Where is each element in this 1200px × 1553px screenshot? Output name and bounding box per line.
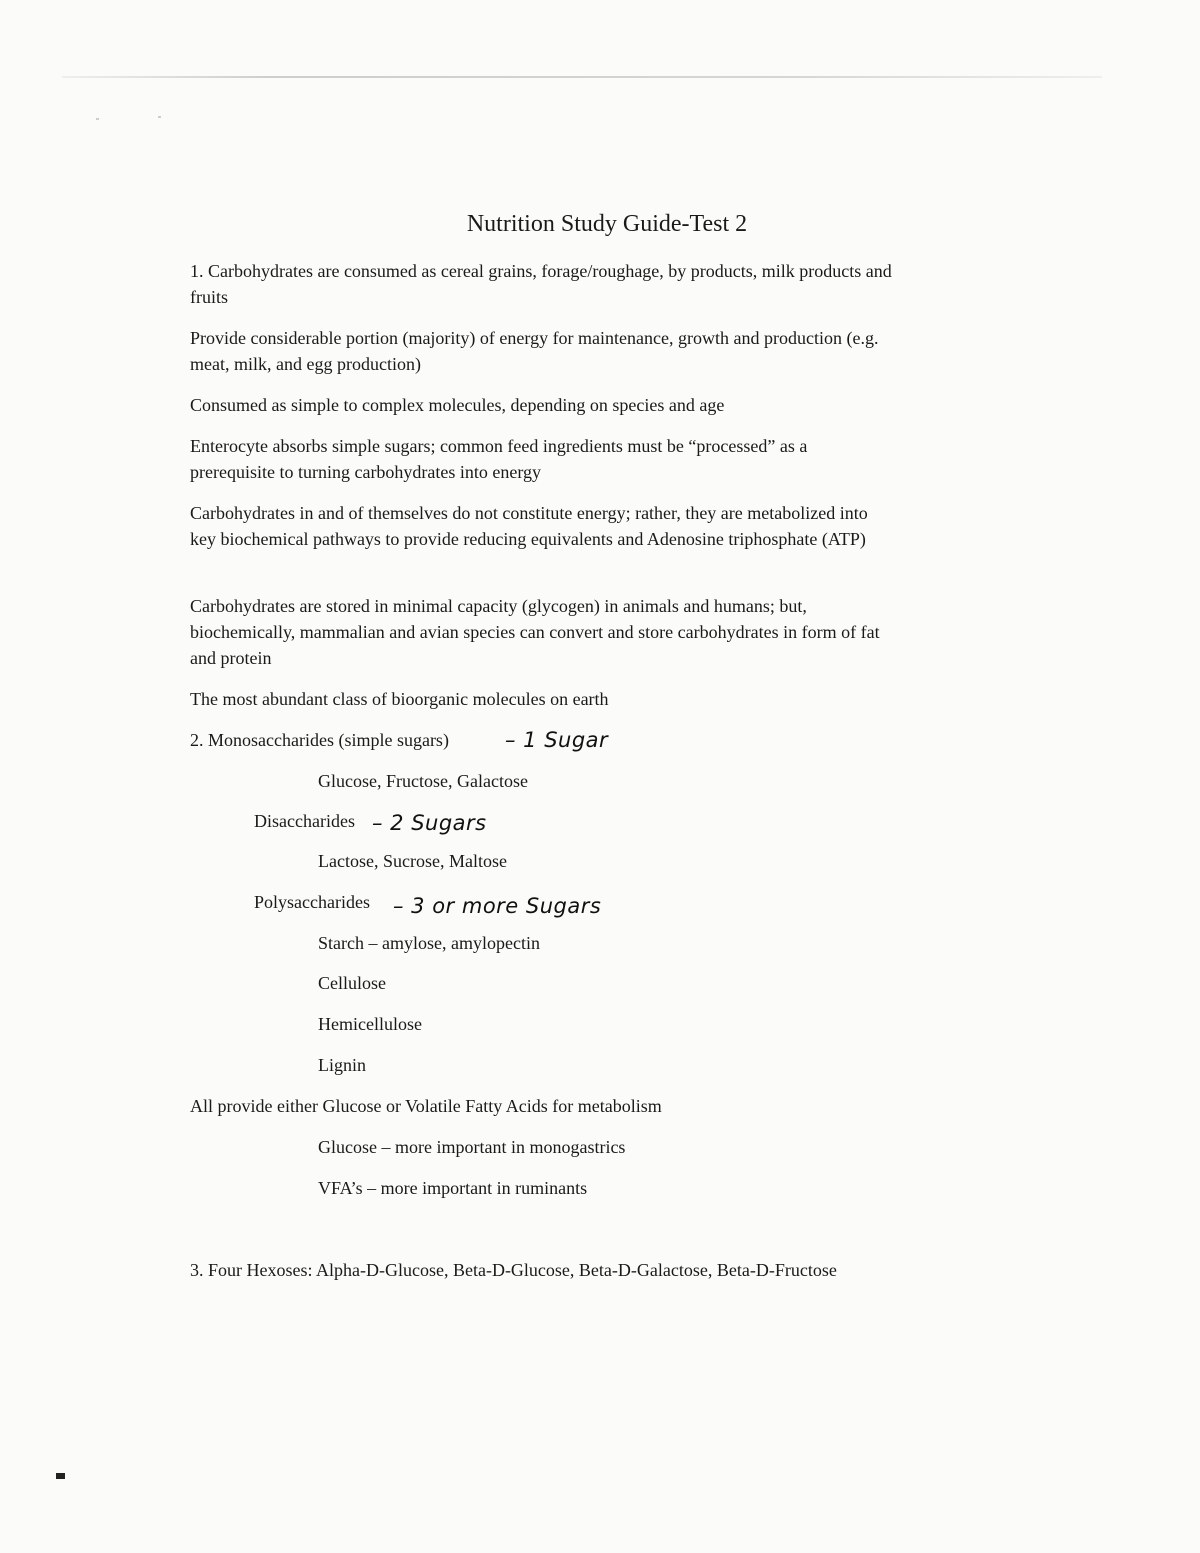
polysaccharides-label: Polysaccharides <box>254 892 370 912</box>
paragraph-line: meat, milk, and egg production) <box>190 354 421 374</box>
paragraph-line: Provide considerable portion (majority) of energy for maintenance, growth and production (e.g. <box>190 328 879 348</box>
list-item: Starch – amylose, amylopectin <box>318 933 540 953</box>
list-item: Cellulose <box>318 973 386 993</box>
paragraph-line: biochemically, mammalian and avian species can convert and store carbohydrates in form of fat <box>190 622 880 642</box>
handwritten-note: – 1 Sugar <box>505 728 609 752</box>
paragraph-line: 3. Four Hexoses: Alpha-D-Glucose, Beta-D-Glucose, Beta-D-Galactose, Beta-D-Fructose <box>190 1260 837 1280</box>
page-title: Nutrition Study Guide-Test 2 <box>466 211 748 237</box>
list-item: Lactose, Sucrose, Maltose <box>318 851 507 871</box>
paragraph-line: Carbohydrates in and of themselves do not constitute energy; rather, they are metabolized into <box>190 503 868 523</box>
scan-edge-line <box>62 76 1102 78</box>
handwritten-note: – 2 Sugars <box>372 811 487 835</box>
monosaccharides-label: 2. Monosaccharides (simple sugars) <box>190 730 449 750</box>
handwritten-note: – 3 or more Sugars <box>393 894 602 918</box>
paragraph-line: key biochemical pathways to provide reducing equivalents and Adenosine triphosphate (ATP) <box>190 529 866 549</box>
paragraph-line: All provide either Glucose or Volatile Fatty Acids for metabolism <box>190 1096 662 1116</box>
paragraph-line: Enterocyte absorbs simple sugars; common feed ingredients must be “processed” as a <box>190 436 808 456</box>
scan-mark <box>56 1473 65 1479</box>
list-item: Hemicellulose <box>318 1014 422 1034</box>
paragraph-line: fruits <box>190 287 228 307</box>
paragraph-line: Carbohydrates are stored in minimal capacity (glycogen) in animals and humans; but, <box>190 596 807 616</box>
paragraph-line: and protein <box>190 648 272 668</box>
list-item: Glucose, Fructose, Galactose <box>318 771 528 791</box>
paragraph-line: 1. Carbohydrates are consumed as cereal grains, forage/roughage, by products, milk products and <box>190 261 892 281</box>
disaccharides-label: Disaccharides <box>254 811 355 831</box>
scan-speck <box>158 116 161 118</box>
list-item: Lignin <box>318 1055 366 1075</box>
scan-speck <box>96 118 99 120</box>
list-item: Glucose – more important in monogastrics <box>318 1137 626 1157</box>
paragraph-line: prerequisite to turning carbohydrates into energy <box>190 462 542 482</box>
list-item: VFA’s – more important in ruminants <box>318 1178 588 1198</box>
paragraph-line: The most abundant class of bioorganic molecules on earth <box>190 689 609 709</box>
paragraph-line: Consumed as simple to complex molecules, depending on species and age <box>190 395 725 415</box>
